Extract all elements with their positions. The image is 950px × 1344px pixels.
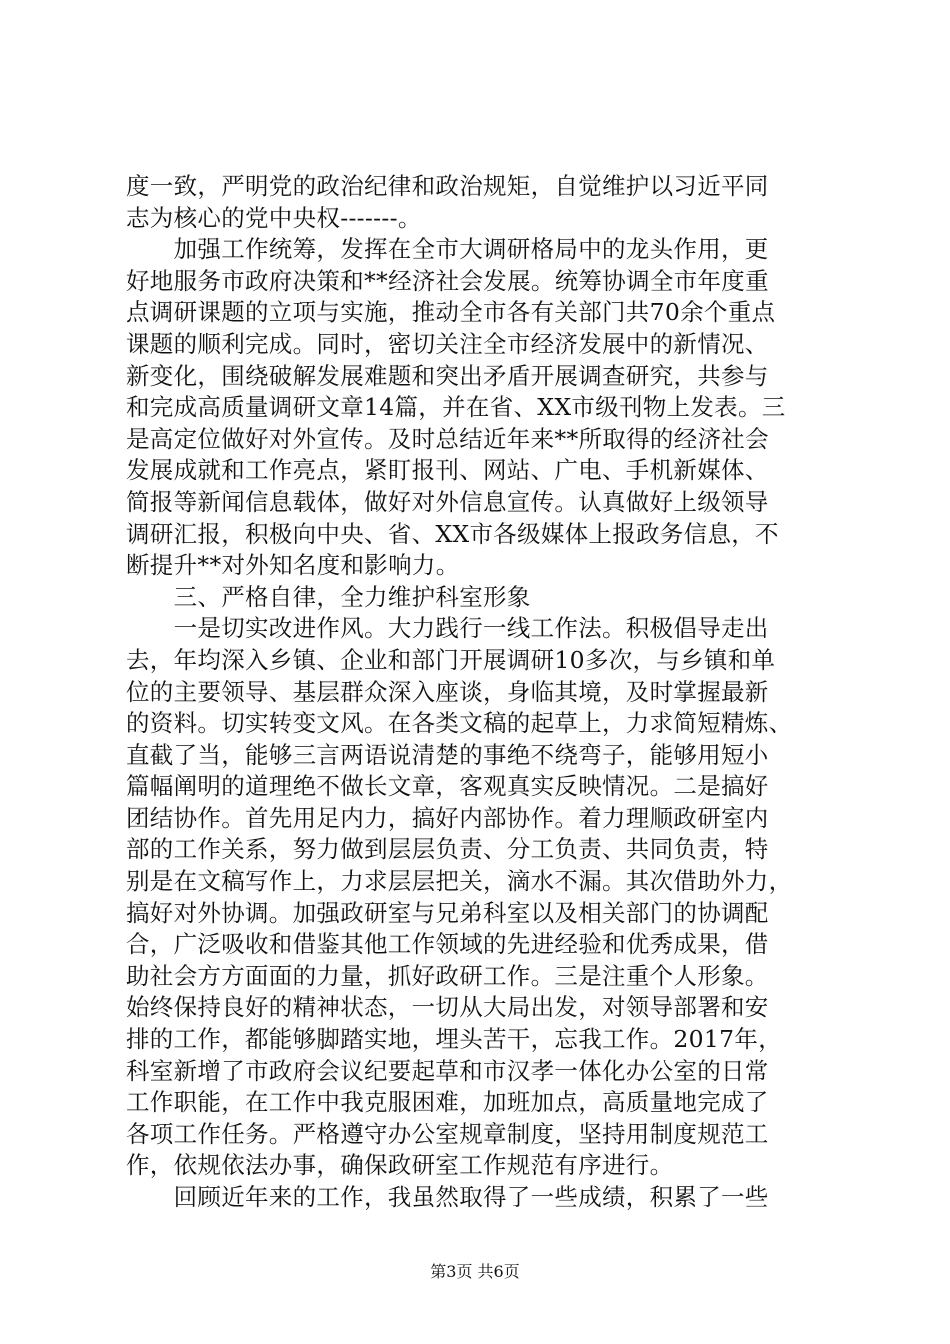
text-line: 课题的顺利完成。同时，密切关注全市经济发展中的新情况、 (126, 329, 769, 358)
text-line: 发展成就和工作亮点，紧盯报刊、网站、广电、手机新媒体、 (126, 456, 769, 485)
text-line: 直截了当，能够三言两语说清楚的事绝不绕弯子，能够用短小 (126, 740, 769, 769)
text-line: 调研汇报，积极向中央、省、XX市各级媒体上报政务信息，不 (126, 519, 779, 548)
text-line: 加强工作统筹，发挥在全市大调研格局中的龙头作用，更 (126, 235, 769, 264)
text-line: 去，年均深入乡镇、企业和部门开展调研10多次，与乡镇和单 (126, 645, 776, 674)
text-line: 点调研课题的立项与实施，推动全市各有关部门共70余个重点 (126, 298, 776, 327)
text-line: 别是在文稿写作上，力求层层把关，滴水不漏。其次借助外力， (126, 867, 793, 896)
text-line: 度一致，严明党的政治纪律和政治规矩，自觉维护以习近平同 (126, 172, 769, 200)
text-line: 科室新增了市政府会议纪要起草和市汉孝一体化办公室的日常 (126, 1056, 769, 1085)
text-line: 一是切实改进作风。大力践行一线工作法。积极倡导走出 (126, 614, 769, 643)
text-line: 部的工作关系，努力做到层层负责、分工负责、共同负责，特 (126, 835, 769, 864)
text-line: 始终保持良好的精神状态，一切从大局出发，对领导部署和安 (126, 993, 769, 1022)
text-line: 排的工作，都能够脚踏实地，埋头苦干，忘我工作。2017年， (126, 1025, 783, 1054)
text-line: 志为核心的党中央权-------。 (126, 203, 422, 232)
text-line: 和完成高质量调研文章14篇，并在省、XX市级刊物上发表。三 (126, 393, 786, 422)
page-number-footer: 第3页 共6页 (430, 1262, 520, 1281)
text-line: 作，依规依法办事，确保政研室工作规范有序进行。 (126, 1151, 674, 1180)
text-line: 断提升**对外知名度和影响力。 (126, 551, 460, 580)
text-line: 各项工作任务。严格遵守办公室规章制度，坚持用制度规范工 (126, 1119, 769, 1148)
text-line: 是高定位做好对外宣传。及时总结近年来**所取得的经济社会 (126, 424, 769, 453)
text-line: 团结协作。首先用足内力，搞好内部协作。着力理顺政研室内 (126, 803, 769, 832)
text-line: 工作职能，在工作中我克服困难，加班加点，高质量地完成了 (126, 1088, 769, 1117)
text-line: 回顾近年来的工作，我虽然取得了一些成绩，积累了一些 (126, 1183, 769, 1211)
text-line: 合，广泛吸收和借鉴其他工作领域的先进经验和优秀成果，借 (126, 930, 769, 959)
text-line: 简报等新闻信息载体，做好对外信息宣传。认真做好上级领导 (126, 487, 769, 516)
body-text (126, 171, 842, 1214)
text-line: 位的主要领导、基层群众深入座谈，身临其境，及时掌握最新 (126, 677, 769, 706)
text-line: 搞好对外协调。加强政研室与兄弟科室以及相关部门的协调配 (126, 898, 769, 927)
text-line: 助社会方方面面的力量，抓好政研工作。三是注重个人形象。 (126, 961, 769, 990)
section-heading: 三、严格自律，全力维护科室形象 (126, 582, 531, 611)
text-line: 的资料。切实转变文风。在各类文稿的起草上，力求简短精炼、 (126, 709, 793, 738)
text-line: 篇幅阐明的道理绝不做长文章，客观真实反映情况。二是搞好 (126, 772, 769, 801)
text-line: 好地服务市政府决策和**经济社会发展。统筹协调全市年度重 (126, 266, 769, 295)
text-line: 新变化，围绕破解发展难题和突出矛盾开展调查研究，共参与 (126, 361, 769, 390)
